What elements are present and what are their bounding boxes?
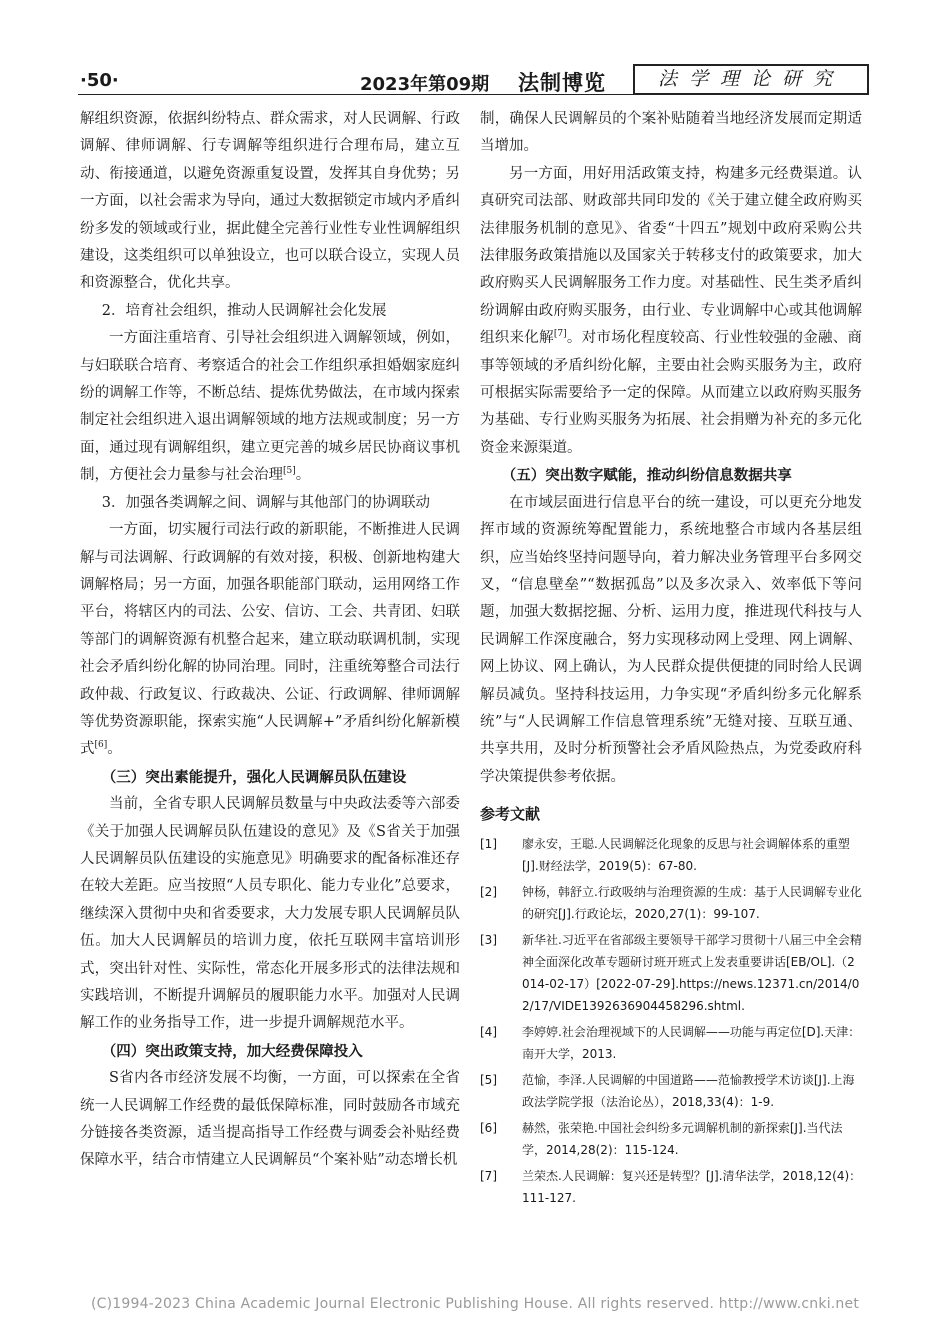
reference-number: [7]: [480, 1168, 497, 1183]
paragraph: S省内各市经济发展不均衡，一方面，可以探索在全省统一人民调解工作经费的最低保障标准，同时鼓励各市域充分链接各类资源，适当提高指导工作经费与调委会补贴经费保障水平，结合市情建立人民调解员“个案补贴”动态增长机: [80, 1070, 460, 1169]
section-heading-4: （四）突出政策支持，加大经费保障投入: [101, 1042, 363, 1060]
section-heading-5: （五）突出数字赋能，推动纠纷信息数据共享: [501, 467, 792, 485]
reference-text: 廖永安，王聪.人民调解泛化现象的反思与社会调解体系的重塑[J].财经法学，2019(5)：67-80.: [522, 836, 850, 873]
references-title: 参考文献: [480, 805, 541, 824]
reference-number: [2]: [480, 884, 497, 899]
paragraph: 一方面，切实履行司法行政的新职能，不断推进人民调解与司法调解、行政调解的有效对接，积极、创新地构建大调解格局；另一方面，加强各职能部门联动，运用网络工作平台，将辖区内的司法、公安、信访、工会、共青团、妇联等部门的调解资源有机整合起来，建立联动联调机制，实现社会矛盾纠纷化解的协同治理。同时，注重统筹整合司法行政仲裁、行政复议、行政裁决、公证、行政调解、律师调解等优势资源职能，探索实施“人民调解+”矛盾纠纷化解新模式[6]。: [80, 522, 460, 758]
citation-5[interactable]: [5]: [283, 466, 296, 477]
issue-label: 2023年第09期: [360, 74, 490, 95]
reference-item: [480, 1021, 862, 1065]
section-title-box: 法学理论研究: [633, 64, 869, 95]
reference-text: 李婷婷.社会治理视域下的人民调解——功能与再定位[D].天津：南开大学，2013.: [522, 1024, 861, 1061]
subheading-3: 3．加强各类调解之间、调解与其他部门的协调联动: [101, 494, 430, 511]
journal-name: 法制博览: [518, 70, 606, 95]
right-column: [480, 106, 862, 1213]
reference-item: [480, 1117, 862, 1161]
reference-item: [480, 1165, 862, 1209]
reference-item: [480, 929, 862, 1017]
reference-item: [480, 1069, 862, 1113]
reference-text: 兰荣杰.人民调解：复兴还是转型？[J].清华法学，2018,12(4)：111-127.: [522, 1168, 862, 1205]
page-header: [78, 64, 868, 96]
reference-text: 赫然，张荣艳.中国社会纠纷多元调解机制的新探索[J].当代法学，2014,28(2)：115-124.: [522, 1120, 843, 1157]
left-column: [80, 106, 460, 1175]
reference-text: 新华社.习近平在省部级主要领导干部学习贯彻十八届三中全会精神全面深化改革专题研讨班开班式上发表重要讲话[EB/OL].（2014-02-17）[2022-07-29].https://news.12371.cn/2014/02/17/VIDE1392636904458296.shtml.: [522, 932, 862, 1013]
citation-7[interactable]: [7]: [553, 329, 567, 340]
reference-number: [4]: [480, 1024, 497, 1039]
reference-number: [5]: [480, 1072, 497, 1087]
subheading-2: 2．培育社会组织，推动人民调解社会化发展: [101, 302, 387, 319]
paragraph: 一方面注重培育、引导社会组织进入调解领域，例如，与妇联联合培育、考察适合的社会工作组织承担婚姻家庭纠纷的调解工作等，不断总结、提炼优势做法，在市域内探索制定社会组织进入退出调解领域的地方法规或制度；另一方面，通过现有调解组织，建立更完善的城乡居民协商议事机制，方便社会力量参与社会治理[5]。: [80, 330, 460, 484]
reference-number: [1]: [480, 836, 497, 851]
paragraph: 当前，全省专职人民调解员数量与中央政法委等六部委《关于加强人民调解员队伍建设的意见》及《S省关于加强人民调解员队伍建设的实施意见》明确要求的配备标准还存在较大差距。应当按照“人员专职化、能力专业化”总要求，继续深入贯彻中央和省委要求，大力发展专职人民调解员队伍。加大人民调解员的培训力度，依托互联网丰富培训形式，突出针对性、实际性，常态化开展多形式的法律法规和实践培训，不断提升调解员的履职能力水平。加强对人民调解工作的业务指导工作，进一步提升调解规范水平。: [80, 796, 460, 1032]
citation-6[interactable]: [6]: [94, 740, 108, 751]
paragraph: 另一方面，用好用活政策支持，构建多元经费渠道。认真研究司法部、财政部共同印发的《关于建立健全政府购买法律服务机制的意见》、省委“十四五”规划中政府采购公共法律服务政策措施以及国家关于转移支付的政策要求，加大政府购买人民调解服务工作力度。对基础性、民生类矛盾纠纷调解由政府购买服务，由行业、专业调解中心或其他调解组织来化解[7]。对市场化程度较高、行业性较强的金融、商事等领域的矛盾纠纷化解，主要由社会购买服务为主，政府可根据实际需要给予一定的保障。从而建立以政府购买服务为基础、专行业购买服务为拓展、社会捐赠为补充的多元化资金来源渠道。: [480, 165, 863, 456]
reference-text: 钟杨，韩舒立.行政吸纳与治理资源的生成：基于人民调解专业化的研究[J].行政论坛，2020,27(1)：99-107.: [522, 884, 862, 921]
paragraph: 在市域层面进行信息平台的统一建设，可以更充分地发挥市域的资源统筹配置能力，系统地整合市域内各基层组织，应当始终坚持问题导向，着力解决业务管理平台多网交叉，“信息壁垒”“数据孤岛”以及多次录入、效率低下等问题，加强大数据挖掘、分析、运用力度，推进现代科技与人民调解工作深度融合，努力实现移动网上受理、网上调解、网上协议、网上确认，为人民群众提供便捷的同时给人民调解员减负。坚持科技运用，力争实现“矛盾纠纷多元化解系统”与“人民调解工作信息管理系统”无缝对接、互联互通、共享共用，及时分析预警社会矛盾风险热点，为党委政府科学决策提供参考依据。: [480, 494, 862, 785]
copyright-footer: (C)1994-2023 China Academic Journal Electronic Publishing House. All rights reserved. http://www.cnki.net: [90, 1296, 860, 1312]
reference-number: [3]: [480, 932, 497, 947]
reference-item: [480, 881, 862, 925]
reference-item: [480, 833, 862, 877]
section-heading-3: （三）突出素能提升，强化人民调解员队伍建设: [101, 768, 407, 786]
page-number: ·50·: [80, 70, 119, 91]
paragraph: 制，确保人民调解员的个案补贴随着当地经济发展而定期适当增加。: [480, 111, 862, 155]
header-rule: [78, 94, 868, 95]
reference-text: 范愉，李泽.人民调解的中国道路——范愉教授学术访谈[J].上海政法学院学报（法治论丛），2018,33(4)：1-9.: [522, 1072, 855, 1109]
paragraph: 解组织资源，依据纠纷特点、群众需求，对人民调解、行政调解、律师调解、行专调解等组织进行合理布局，建立互动、衔接通道，以避免资源重复设置，发挥其自身优势；另一方面，以社会需求为导向，通过大数据锁定市域内矛盾纠纷多发的领域或行业，据此健全完善行业性专业性调解组织建设，这类组织可以单独设立，也可以联合设立，实现人员和资源整合，优化共享。: [80, 111, 460, 292]
references-list: [480, 833, 862, 1209]
reference-number: [6]: [480, 1120, 497, 1135]
